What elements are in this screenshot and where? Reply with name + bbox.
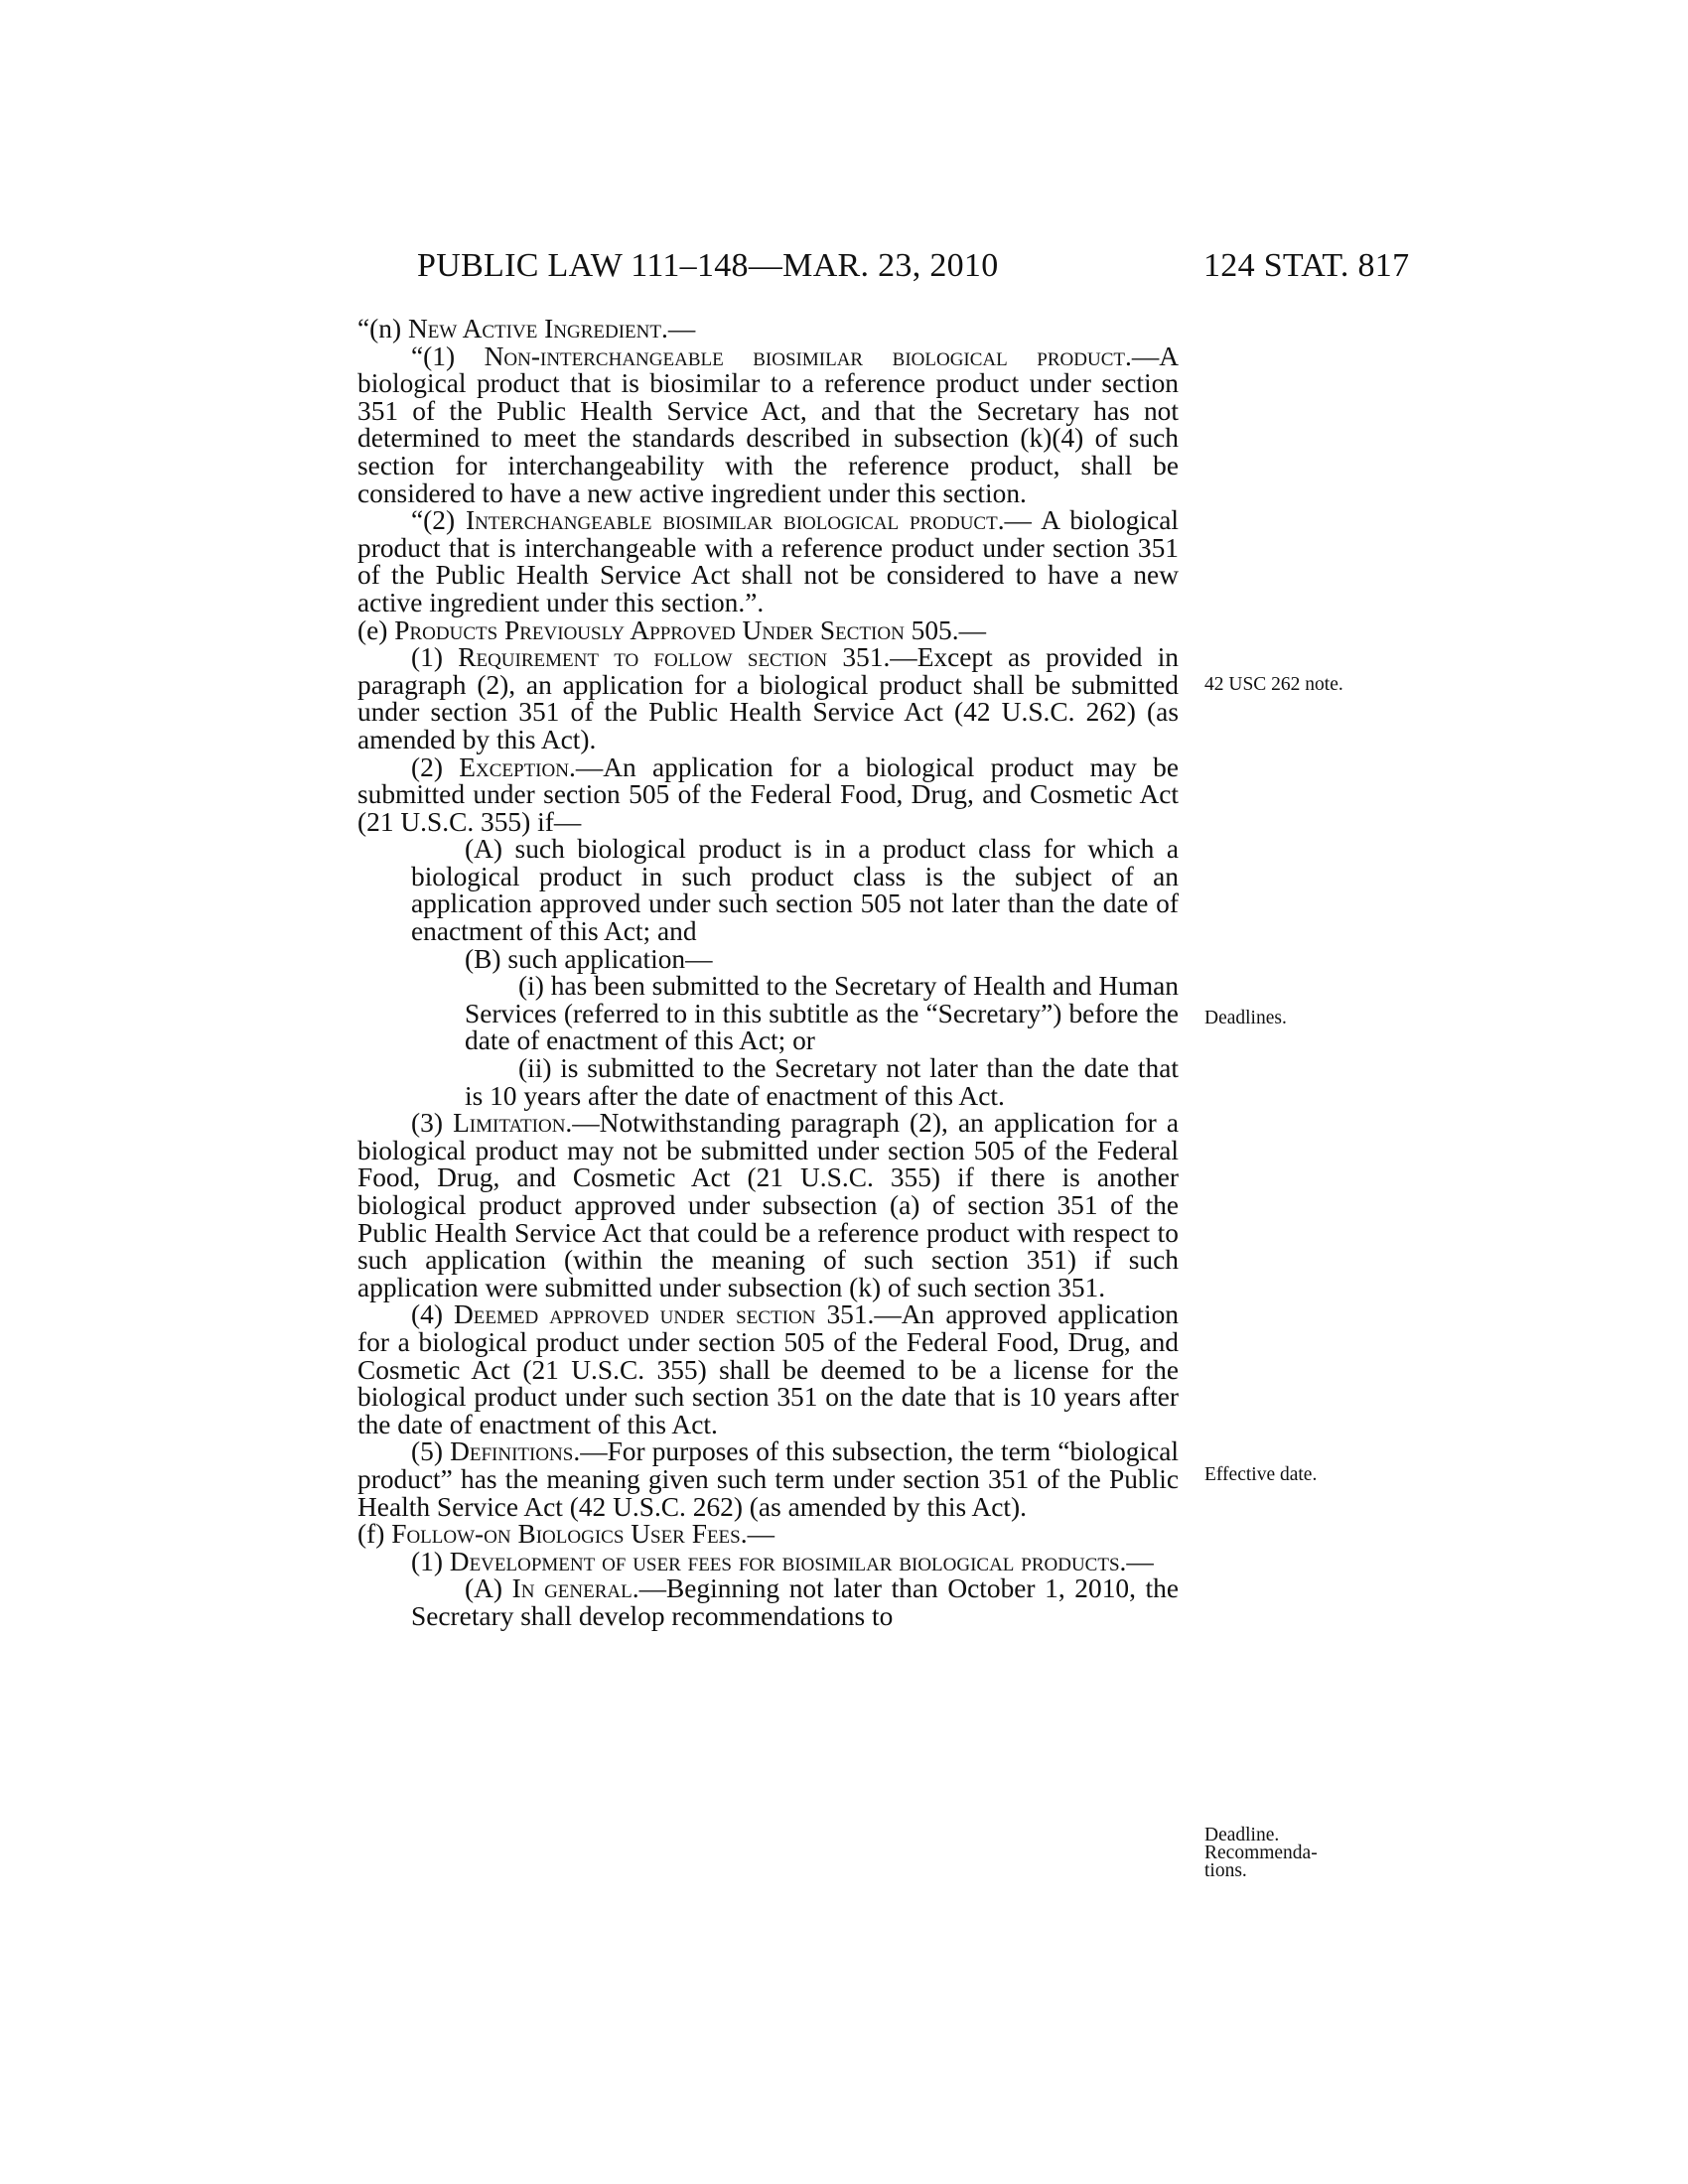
paragraph-e4	[357, 1301, 1179, 1438]
subparagraph-f1A	[357, 1575, 1179, 1630]
paragraph-e3	[357, 1110, 1179, 1301]
paragraph-n1-text: —A biological product that is biosimilar to a reference product under section 351 of the Public Health Service Act, and that the Secretary has not determined to meet the standards described in subsection (k)(4) of such section for interchangeability with the reference product, shall be considered to have a new active ingredient under this section.	[357, 341, 1179, 508]
paragraph-e4-number: (4)	[411, 1299, 455, 1330]
paragraph-f1-number: (1)	[411, 1546, 450, 1576]
paragraph-e1-text: —Except as provided in paragraph (2), an application for a biological product shall be submitted under section 351 of the Public Health Service Act (42 U.S.C. 262) (as amended by this Act).	[357, 642, 1180, 754]
paragraph-e2-title: Exception.	[459, 751, 576, 782]
subsection-f-title: Follow-on Biologics User Fees.	[391, 1519, 748, 1550]
paragraph-f1-title: Development of user fees for biosimilar biological products.	[449, 1546, 1127, 1576]
clause-e2Bii: (ii) is submitted to the Secretary not later than the date that is 10 years after the date of enactment of this Act.	[465, 1053, 1179, 1111]
paragraph-e2-number: (2)	[411, 751, 460, 782]
subsection-n-title: New Active Ingredient.	[407, 314, 668, 343]
subsection-e-heading	[357, 614, 1179, 645]
subsection-e-title: Products Previously Approved Under Section 505.	[394, 614, 959, 645]
paragraph-e3-text: —Notwithstanding paragraph (2), an application for a biological product may not be submitted under section 505 of the Federal Food, Drug, and Cosmetic Act (21 U.S.C. 355) if there is another biological product approved under subsection (a) of section 351 of the Public Health Service Act that could be a reference product with respect to such application (within the meaning of such section 351) if such application were submitted under subsection (k) of such section 351.	[357, 1108, 1179, 1302]
subsection-f-number: (f)	[357, 1519, 392, 1550]
subparagraph-f1A-text: —Beginning not later than October 1, 2010, the Secretary shall develop recommendations to	[411, 1573, 1179, 1631]
paragraph-e1-title: Requirement to follow section 351.	[458, 642, 891, 673]
paragraph-f1-dash: —	[1126, 1546, 1154, 1576]
margin-note-usc: 42 USC 262 note.	[1204, 674, 1343, 695]
paragraph-e5	[357, 1438, 1179, 1521]
subsection-f-dash: —	[747, 1519, 774, 1550]
subparagraph-f1A-number: (A)	[465, 1573, 512, 1604]
subsection-n-number: “(n)	[357, 314, 408, 343]
paragraph-e2-text: —An application for a biological product may be submitted under section 505 of the Federal Food, Drug, and Cosmetic Act (21 U.S.C. 355) if—	[357, 751, 1179, 837]
margin-note-deadline: Deadline.	[1204, 1825, 1280, 1845]
paragraph-n2-text: — A biological product that is interchangeable with a reference product under section 351 of the Public Health Service Act shall not be considered to have a new active ingredient under this section.”.	[357, 505, 1179, 617]
paragraph-n2	[357, 507, 1179, 616]
subsection-n-dash: —	[667, 314, 696, 343]
statute-body	[357, 316, 1179, 1631]
paragraph-e1	[357, 644, 1179, 753]
running-head-stat-page: 124 STAT. 817	[1203, 247, 1410, 284]
paragraph-n2-number: “(2)	[411, 505, 466, 536]
paragraph-e5-number: (5)	[411, 1436, 451, 1467]
margin-note-recommendations-2: tions.	[1204, 1860, 1247, 1881]
paragraph-e3-title: Limitation.	[453, 1108, 573, 1139]
paragraph-e5-text: —For purposes of this subsection, the term “biological product” has the meaning given such term under section 351 of the Public Health Service Act (42 U.S.C. 262) (as amended by this Act).	[357, 1436, 1179, 1522]
subparagraph-e2A: (A) such biological product is in a product class for which a biological product in such product class is the subject of an application approved under such section 505 not later than the date of enactment of this Act; and	[411, 834, 1179, 947]
paragraph-f1	[357, 1546, 1179, 1576]
subsection-n-heading	[357, 316, 1179, 343]
paragraph-n2-title: Interchangeable biosimilar biological product.	[465, 505, 1005, 536]
subparagraph-e2B: (B) such application—	[465, 943, 713, 974]
paragraph-e1-number: (1)	[411, 642, 459, 673]
paragraph-e4-title: Deemed approved under section 351.	[454, 1299, 875, 1330]
paragraph-e2	[357, 751, 1179, 837]
running-head-law: PUBLIC LAW 111–148—MAR. 23, 2010	[417, 247, 999, 284]
subsection-f-heading	[357, 1521, 1179, 1549]
margin-note-deadlines: Deadlines.	[1204, 1008, 1287, 1028]
paragraph-e3-number: (3)	[411, 1108, 454, 1139]
margin-note-recommendations-1: Recommenda-	[1204, 1843, 1318, 1863]
paragraph-e5-title: Definitions.	[450, 1436, 581, 1467]
subsection-e-number: (e)	[357, 614, 395, 645]
clause-e2Bi: (i) has been submitted to the Secretary of Health and Human Services (referred to in this subtitle as the “Secretary”) before the date of enactment of this Act; or	[465, 971, 1179, 1056]
subparagraph-f1A-title: In general.	[511, 1573, 639, 1604]
paragraph-n1-title: Non-interchangeable biosimilar biological product.	[484, 341, 1132, 371]
paragraph-n1-number: “(1)	[411, 341, 485, 371]
subsection-e-dash: —	[958, 614, 986, 645]
paragraph-n1	[357, 343, 1179, 508]
margin-note-effective-date: Effective date.	[1204, 1464, 1318, 1485]
paragraph-e4-text: —An approved application for a biological product under section 505 of the Federal Food, Drug, and Cosmetic Act (21 U.S.C. 355) shall be deemed to be a license for the biological product under such section 351 on the date that is 10 years after the date of enactment of this Act.	[357, 1299, 1179, 1439]
